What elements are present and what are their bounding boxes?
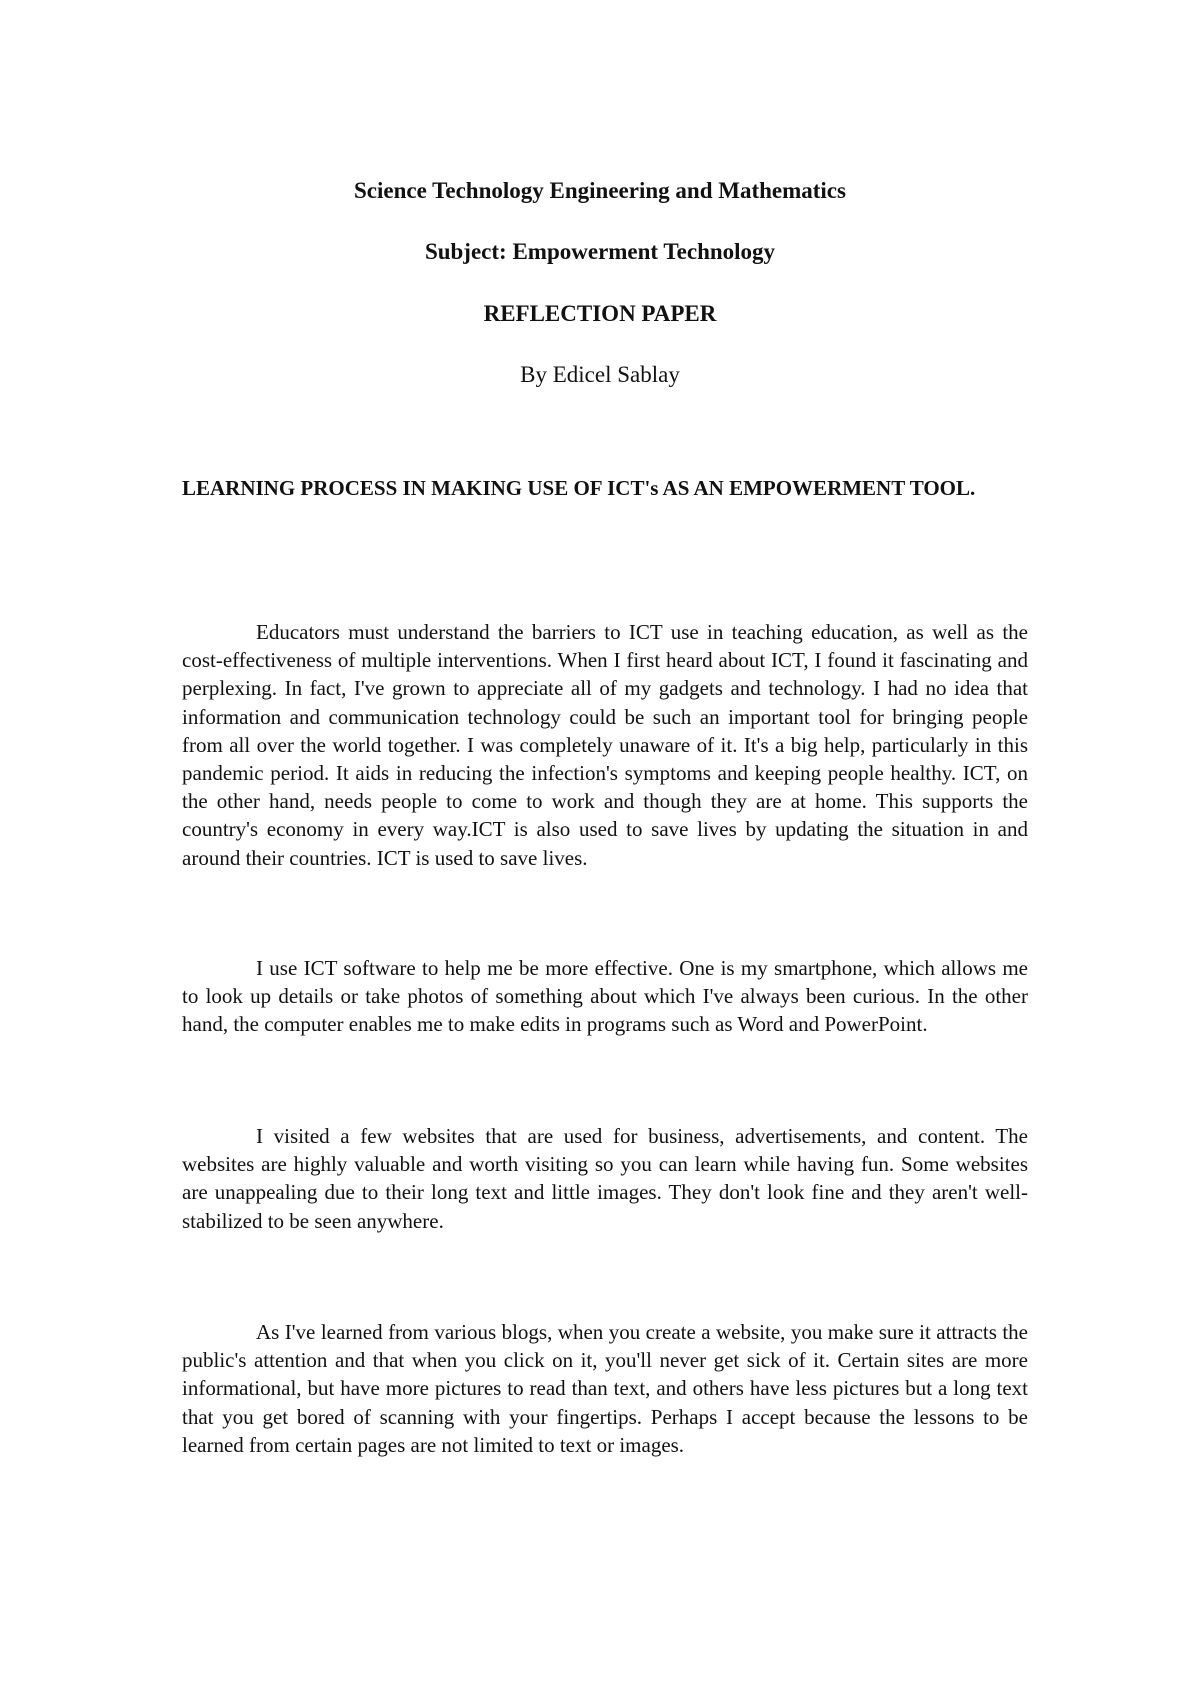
document-type-title: REFLECTION PAPER	[483, 301, 717, 326]
author-line: By Edicel Sablay	[520, 362, 680, 387]
section-heading: LEARNING PROCESS IN MAKING USE OF ICT's AS AN EMPOWERMENT TOOL.	[182, 476, 976, 500]
strand-title: Science Technology Engineering and Mathematics	[354, 178, 846, 203]
subject-line: Subject: Empowerment Technology	[424, 239, 776, 264]
paragraph-websites-visited: I visited a few websites that are used for business, advertisements, and content. The websites are highly valuable and worth visiting so you can learn while having fun. Some websites are unappealing due to their long text and little images. They don't look fine and they aren't well-stabilized to be seen anywhere.	[182, 1124, 1028, 1233]
paragraph-ict-barriers: Educators must understand the barriers to ICT use in teaching education, as well as the cost-effectiveness of multiple interventions. When I first heard about ICT, I found it fascinating and perplexing. In fact, I've grown to appreciate all of my gadgets and technology. I had no idea that information and communication technology could be such an important tool for bringing people from all over the world together. I was completely unaware of it. It's a big help, particularly in this pandemic period. It aids in reducing the infection's symptoms and keeping people healthy. ICT, on the other hand, needs people to come to work and though they are at home. This supports the country's economy in every way.ICT is also used to save lives by updating the situation in and around their countries. ICT is used to save lives.	[182, 620, 1028, 870]
paragraph-blogs-learning: As I've learned from various blogs, when you create a website, you make sure it attracts the public's attention and that when you click on it, you'll never get sick of it. Certain sites are more informational, but have more pictures to read than text, and others have less pictures but a long text that you get bored of scanning with your fingertips. Perhaps I accept because the lessons to be learned from certain pages are not limited to text or images.	[182, 1320, 1028, 1457]
paragraph-ict-software: I use ICT software to help me be more effective. One is my smartphone, which allows me to look up details or take photos of something about which I've always been curious. In the other hand, the computer enables me to make edits in programs such as Word and PowerPoint.	[182, 956, 1028, 1037]
